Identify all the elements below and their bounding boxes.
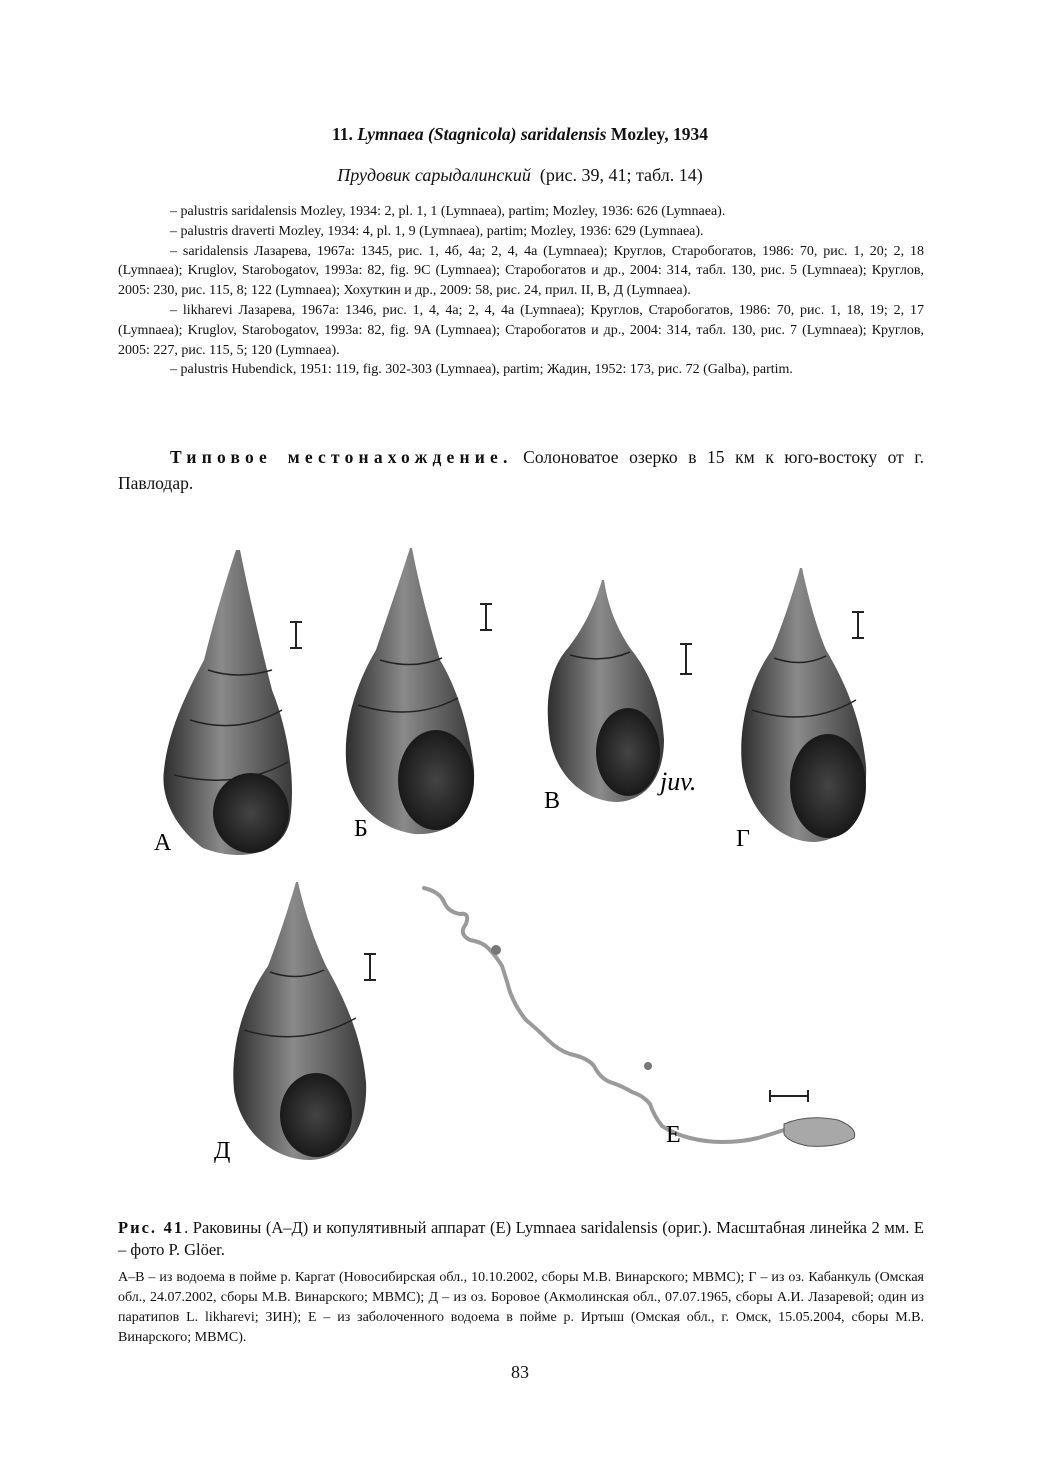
figure-41: [118, 530, 924, 1210]
species-latin-name: Lymnaea (Stagnicola) saridalensis: [357, 124, 607, 144]
panel-label-d: Д: [214, 1138, 231, 1164]
figure-caption-details: А–В – из водоема в пойме р. Каргат (Новосибирская обл., 10.10.2002, сборы М.В. Винарского; МВМС); Г – из оз. Кабанкуль (Омская обл., 24.07.2002, сборы М.В. Винарского; МВМС); Д – из оз. Боровое (Акмолинская обл., 07.07.1965, сборы А.И. Лазаревой; один из паратипов L. likharevi; ЗИН); Е – из заболоченного водоема в пойме р. Иртыш (Омская обл., г. Омск, 15.05.2004, сборы М.В. Винарского; МВМС).: [118, 1270, 924, 1345]
figure-caption: [118, 1217, 924, 1261]
copulatory-apparatus-e: [424, 888, 855, 1146]
shell-c: [548, 580, 664, 802]
panel-label-g: Г: [736, 826, 750, 852]
synonymy-entry: – saridalensis Лазарева, 1967a: 1345, рис. 1, 4б, 4а; 2, 4, 4а (Lymnaea); Круглов, Старобогатов, 1986: 70, рис. 1, 20; 2, 18 (Lymnaea); Kruglov, Starobogatov, 1993a: 82, fig. 9C (Lymnaea); Старобогатов и др., 2004: 314, табл. 130, рис. 5 (Lymnaea); Круглов, 2005: 230, рис. 115, 8; 122 (Lymnaea); Хохуткин и др., 2009: 58, рис. 24, прил. II, В, Д (Lymnaea).: [118, 243, 924, 299]
figure-refs: (рис. 39, 41; табл. 14): [539, 165, 703, 185]
type-locality: [118, 444, 924, 496]
type-locality-text: Солоноватое озерко в 15 км к юго-востоку от г. Павлодар.: [118, 447, 925, 493]
juvenile-label: juv.: [660, 767, 697, 796]
type-locality-label: Типовое местонахождение.: [170, 447, 513, 467]
shell-b: [346, 548, 474, 834]
species-number: 11.: [331, 124, 353, 144]
shell-d: [233, 882, 366, 1160]
species-heading: [0, 124, 1040, 145]
synonymy-entry: – palustris draverti Mozley, 1934: 4, pl. 1, 9 (Lymnaea), partim; Mozley, 1936: 629 (Lymnaea).: [170, 223, 704, 239]
synonymy-entry: – palustris Hubendick, 1951: 119, fig. 302-303 (Lymnaea), partim; Жадин, 1952: 173, рис. 72 (Galba), partim.: [170, 362, 793, 378]
figure-caption-text: . Раковины (А–Д) и копулятивный аппарат (Е) Lymnaea saridalensis (ориг.). Масштабная линейка 2 мм. Е – фото P. Glöer.: [118, 1218, 924, 1259]
synonymy-entry: – palustris saridalensis Mozley, 1934: 2, pl. 1, 1 (Lymnaea), partim; Mozley, 1936: 626 (Lymnaea).: [170, 204, 726, 219]
figure-image: [118, 530, 924, 1210]
synonymy-list: [118, 202, 924, 380]
panel-label-v: В: [544, 788, 561, 814]
species-author: Mozley, 1934: [610, 124, 709, 144]
panel-label-a: А: [154, 830, 172, 856]
shell-g: [741, 568, 866, 842]
synonymy-entry: – likharevi Лазарева, 1967a: 1346, рис. 1, 4, 4a; 2, 4, 4a (Lymnaea); Круглов, Старобогатов, 1986: 70, рис. 1, 18, 19; 2, 17 (Lymnaea); Kruglov, Starobogatov, 1993a: 82, fig. 9A (Lymnaea); Старобогатов и др., 2004: 314, табл. 130, рис. 7 (Lymnaea); Круглов, 2005: 227, рис. 115, 5; 120 (Lymnaea).: [118, 302, 924, 358]
panel-label-e: Е: [666, 1122, 681, 1148]
panel-label-b: Б: [354, 816, 368, 842]
shell-a: [163, 550, 292, 855]
figure-caption-label: Рис. 41: [118, 1218, 185, 1237]
russian-common-name: Прудовик сарыдалинский: [337, 165, 531, 185]
page-number: 83: [511, 1362, 529, 1382]
species-subheading: [0, 165, 1040, 186]
